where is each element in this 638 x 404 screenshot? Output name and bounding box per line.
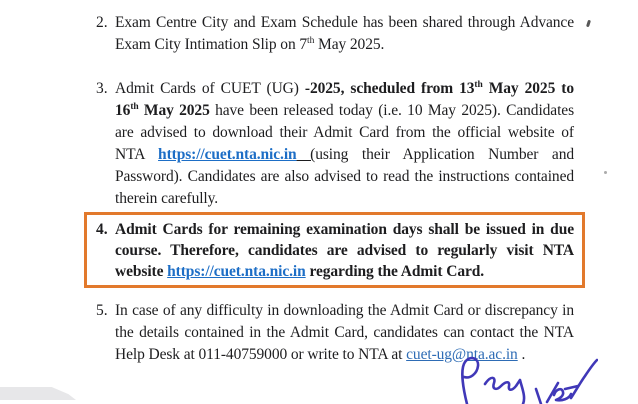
ordinal-superscript: th — [307, 35, 315, 46]
list-item-2 — [96, 12, 574, 56]
item-3-number: 3. — [96, 80, 108, 97]
cuet-website-link[interactable]: https://cuet.nta.nic.in — [158, 146, 297, 163]
list-item-3 — [96, 78, 574, 210]
item-3-lead: Admit Cards of CUET (UG) — [115, 80, 305, 97]
item-3-tail: using their Application Number and Password). Candidates are also advised to read the instructions contained therein carefully. — [115, 146, 574, 207]
item-4-text — [115, 219, 574, 282]
item-2-text-pre: Exam Centre City and Exam Schedule has been shared through Advance Exam City Intimation Slip on 7 — [115, 14, 574, 53]
cuet-ug-email-link[interactable]: cuet-ug@nta.ac.in — [406, 346, 518, 363]
item-4-tail: regarding the Admit Card. — [305, 263, 485, 280]
item-4-lead: Admit Cards for remaining examination days shall be issued in due course. Therefore, candidates are advised to regularly visit NTA website — [115, 221, 574, 280]
item-3-bold-a: -2025, scheduled from 13 — [304, 80, 475, 97]
cuet-website-link[interactable]: https://cuet.nta.nic.in — [167, 263, 306, 280]
highlight-box — [84, 212, 585, 288]
scan-speck — [586, 20, 591, 28]
item-3-bold-c: May 2025 — [138, 102, 210, 119]
item-3-mid: have been released today (i.e. 10 May 2025). Candidates are advised to download their Admit Card from the official website of NTA — [115, 102, 574, 163]
item-5-lead: In case of any difficulty in downloading the Admit Card or discrepancy in the details contained in the Admit Card, candidates can contact the NTA Help Desk at 011-40759000 or write to NTA at — [115, 302, 574, 363]
ordinal-superscript: th — [130, 101, 139, 112]
item-2-number: 2. — [96, 14, 108, 31]
scan-artifact-corner — [0, 387, 76, 400]
list-item-4 — [96, 219, 574, 282]
item-3-text — [115, 78, 574, 210]
notice-document-body — [96, 12, 574, 366]
item-3-paren: ( — [296, 146, 316, 163]
handwritten-signature — [443, 352, 598, 404]
item-2-text-post: May 2025. — [314, 36, 385, 53]
scan-speck — [604, 171, 607, 174]
item-5-number: 5. — [96, 302, 108, 319]
item-5-tail: . — [517, 346, 526, 363]
item-3-bold-b: May 2025 to 16 — [115, 80, 574, 119]
item-4-number: 4. — [96, 221, 108, 238]
item-2-text — [115, 12, 574, 56]
ordinal-superscript: th — [474, 79, 483, 90]
